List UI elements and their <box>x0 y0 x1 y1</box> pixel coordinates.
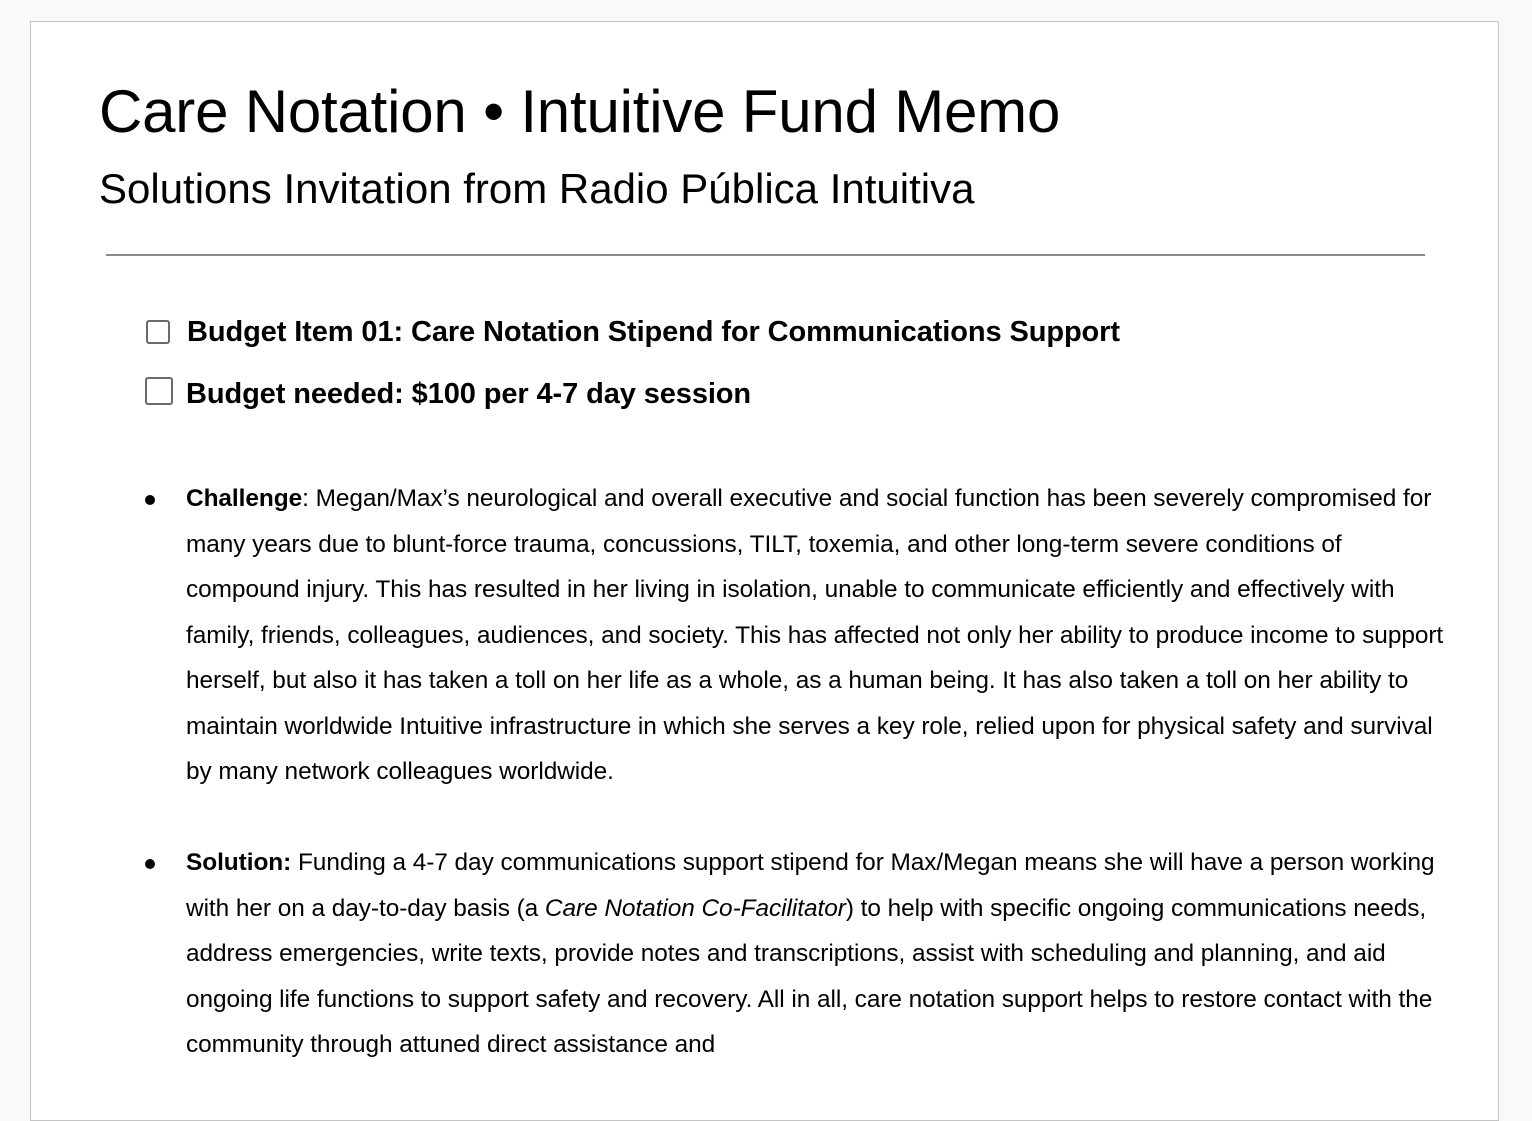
checkbox-unchecked-icon[interactable] <box>145 377 173 405</box>
solution-space <box>291 849 298 876</box>
checklist-label: Budget Item 01: Care Notation Stipend for Communications Support <box>187 316 1120 348</box>
checklist-item-budget-item <box>145 314 1120 350</box>
bullet-challenge <box>186 476 1446 795</box>
checklist-label: Budget needed: $100 per 4-7 day session <box>186 378 752 410</box>
checklist-item-budget-needed <box>145 376 751 412</box>
solution-text-part1: Funding a 4-7 day communications support stipend for Max/Megan means she will have a person working with her on a day-to-day basis (a <box>186 849 1435 922</box>
document-title: Care Notation • Intuitive Fund Memo <box>99 78 1061 145</box>
bullet-dot-icon <box>145 859 155 869</box>
document-page <box>30 21 1499 1121</box>
solution-role-italic: Care Notation Co-Facilitator <box>544 894 846 922</box>
document-subtitle: Solutions Invitation from Radio Pública Intuitiva <box>99 165 975 212</box>
challenge-colon: : <box>302 485 316 512</box>
horizontal-divider <box>106 254 1425 256</box>
bullet-solution <box>186 840 1446 1068</box>
bullet-dot-icon <box>145 495 155 505</box>
challenge-heading: Challenge <box>186 485 303 512</box>
solution-heading: Solution: <box>186 849 292 876</box>
checkbox-unchecked-icon[interactable] <box>146 320 170 344</box>
solution-text-part2: ) to help with specific ongoing communications needs, address emergencies, write texts, provide notes and transcriptions, assist with scheduling and planning, and aid ongoing life functions to support safety and recovery. All in all, care notation support helps to restore contact with the community through attuned direct assistance and <box>186 894 1433 1058</box>
challenge-text: Megan/Max’s neurological and overall executive and social function has been severely compromised for many years due to blunt-force trauma, concussions, TILT, toxemia, and other long-term severe conditions of compound injury. This has resulted in her living in isolation, unable to communicate efficiently and effectively with family, friends, colleagues, audiences, and society. This has affected not only her ability to produce income to support herself, but also it has taken a toll on her life as a whole, as a human being. It has also taken a toll on her ability to maintain worldwide Intuitive infrastructure in which she serves a key role, relied upon for physical safety and survival by many network colleagues worldwide. <box>186 485 1444 785</box>
